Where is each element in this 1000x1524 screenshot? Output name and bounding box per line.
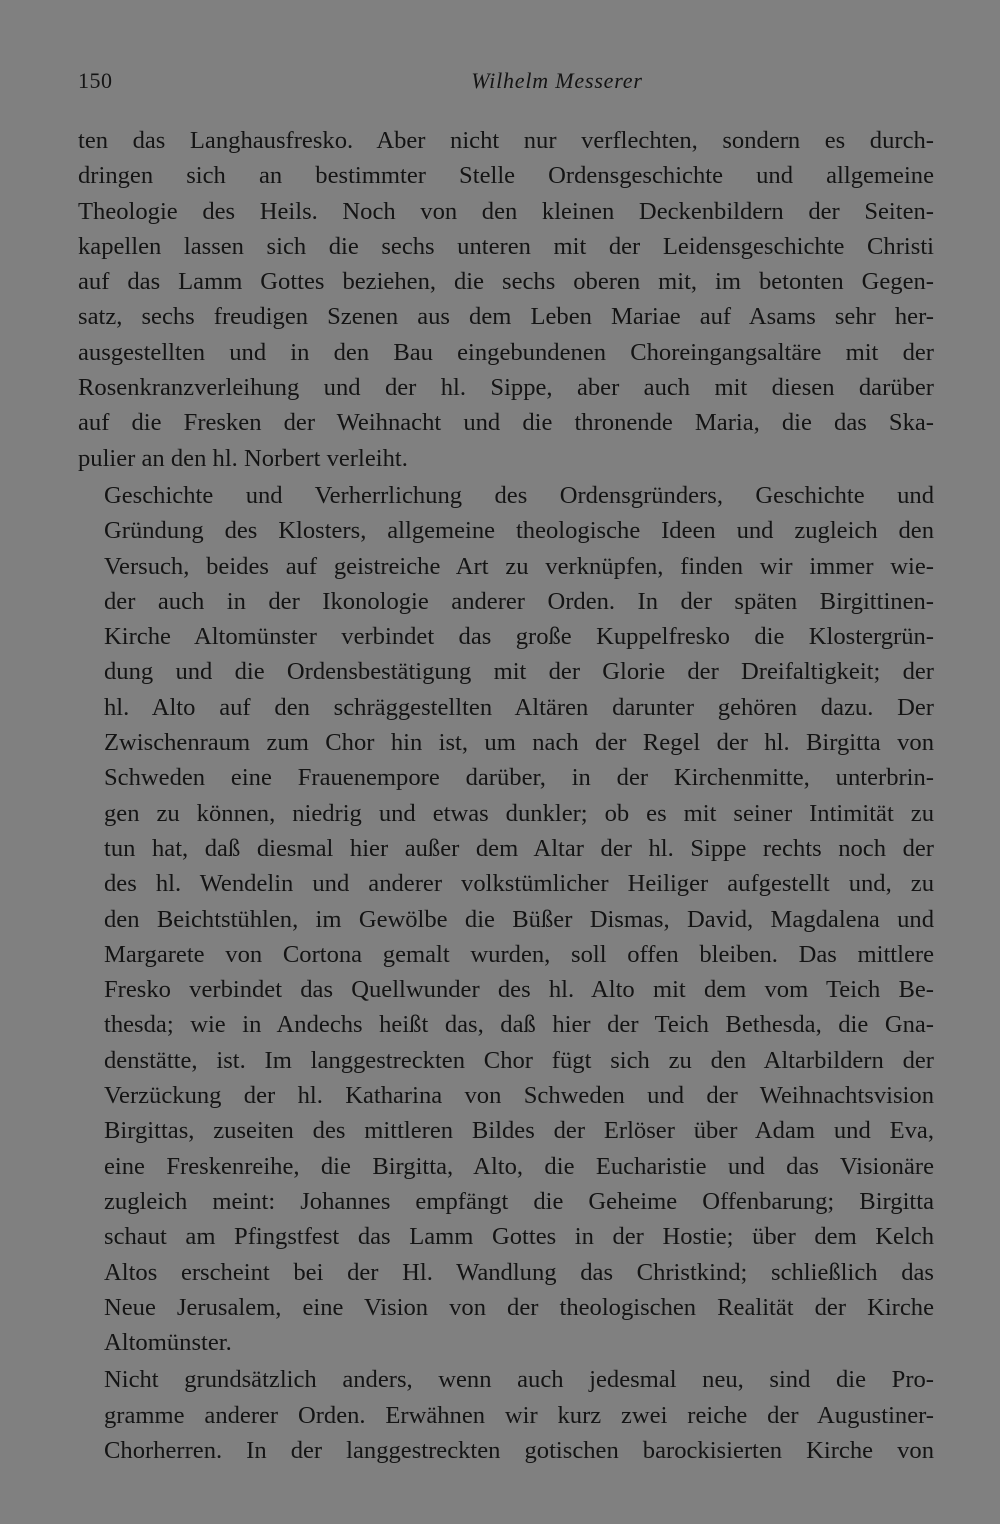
text-line: Schweden eine Frauenempore darüber, in der Kirchenmitte, unterbrin- xyxy=(104,764,934,792)
paragraph xyxy=(78,478,934,1360)
text-line: der auch in der Ikonologie anderer Orden. In der späten Birgittinen- xyxy=(104,587,934,615)
text-line: ten das Langhausfresko. Aber nicht nur verflechten, sondern es durch- xyxy=(78,127,934,154)
paragraph xyxy=(78,123,934,476)
text-line: Versuch, beides auf geistreiche Art zu verknüpfen, finden wir immer wie- xyxy=(104,552,934,580)
text-line: Birgittas, zuseiten des mittleren Bildes der Erlöser über Adam und Eva, xyxy=(104,1117,934,1145)
text-line: kapellen lassen sich die sechs unteren mit der Leidensgeschichte Christi xyxy=(78,232,934,260)
text-line: Gründung des Klosters, allgemeine theologische Ideen und zugleich den xyxy=(104,517,934,545)
text-line: gen zu können, niedrig und etwas dunkler; ob es mit seiner Intimität zu xyxy=(104,799,934,827)
text-line: auf das Lamm Gottes beziehen, die sechs oberen mit, im betonten Gegen- xyxy=(78,268,934,296)
text-line: schaut am Pfingstfest das Lamm Gottes in der Hostie; über dem Kelch xyxy=(104,1223,934,1251)
text-line: den Beichtstühlen, im Gewölbe die Büßer Dismas, David, Magdalena und xyxy=(104,905,934,933)
page-number: 150 xyxy=(78,68,113,93)
text-line: zugleich meint: Johannes empfängt die Geheime Offenbarung; Birgitta xyxy=(104,1187,934,1215)
text-line: denstätte, ist. Im langgestreckten Chor fügt sich zu den Altarbildern der xyxy=(104,1046,934,1074)
text-line: Altomünster. xyxy=(104,1329,232,1357)
text-line: Altos erscheint bei der Hl. Wandlung das Christkind; schließlich das xyxy=(104,1258,934,1286)
text-line: des hl. Wendelin und anderer volkstümlicher Heiliger aufgestellt und, zu xyxy=(104,870,934,898)
paragraph xyxy=(78,1362,934,1468)
text-line: Margarete von Cortona gemalt wurden, soll offen bleiben. Das mittlere xyxy=(104,940,934,968)
running-title: Wilhelm Messerer xyxy=(471,68,643,93)
text-line: dung und die Ordensbestätigung mit der Glorie der Dreifaltigkeit; der xyxy=(104,658,934,686)
text-line: Geschichte und Verherrlichung des Ordensgründers, Geschichte und xyxy=(104,481,934,509)
text-line: auf die Fresken der Weihnacht und die thronende Maria, die das Ska- xyxy=(78,409,934,437)
text-line: ausgestellten und in den Bau eingebundenen Choreingangsaltäre mit der xyxy=(78,338,934,366)
text-line: eine Freskenreihe, die Birgitta, Alto, die Eucharistie und das Visionäre xyxy=(104,1152,934,1180)
text-line: tun hat, daß diesmal hier außer dem Altar der hl. Sippe rechts noch der xyxy=(104,834,934,862)
text-line: Zwischenraum zum Chor hin ist, um nach der Regel der hl. Birgitta von xyxy=(104,729,934,757)
text-line: Nicht grundsätzlich anders, wenn auch jedesmal neu, sind die Pro- xyxy=(104,1366,934,1394)
text-line: Rosenkranzverleihung und der hl. Sippe, aber auch mit diesen darüber xyxy=(78,374,934,402)
text-line: Fresko verbindet das Quellwunder des hl. Alto mit dem vom Teich Be- xyxy=(104,976,934,1004)
text-line: satz, sechs freudigen Szenen aus dem Leben Mariae auf Asams sehr her- xyxy=(78,303,934,331)
text-line: gramme anderer Orden. Erwähnen wir kurz zwei reiche der Augustiner- xyxy=(104,1401,934,1429)
text-line: Neue Jerusalem, eine Vision von der theologischen Realität der Kirche xyxy=(104,1293,934,1321)
text-line: Kirche Altomünster verbindet das große Kuppelfresko die Klostergrün- xyxy=(104,623,934,651)
text-line: Verzückung der hl. Katharina von Schweden und der Weihnachtsvision xyxy=(104,1082,934,1110)
text-line: Theologie des Heils. Noch von den kleinen Deckenbildern der Seiten- xyxy=(78,197,934,225)
body-text xyxy=(78,123,934,1468)
running-head xyxy=(78,68,930,102)
text-line: thesda; wie in Andechs heißt das, daß hier der Teich Bethesda, die Gna- xyxy=(104,1011,934,1039)
text-line: hl. Alto auf den schräggestellten Altären darunter gehören dazu. Der xyxy=(104,693,934,721)
text-line: Chorherren. In der langgestreckten gotischen barockisierten Kirche von xyxy=(104,1436,934,1464)
text-line: pulier an den hl. Norbert verleiht. xyxy=(78,444,408,472)
text-line: dringen sich an bestimmter Stelle Ordensgeschichte und allgemeine xyxy=(78,162,934,190)
